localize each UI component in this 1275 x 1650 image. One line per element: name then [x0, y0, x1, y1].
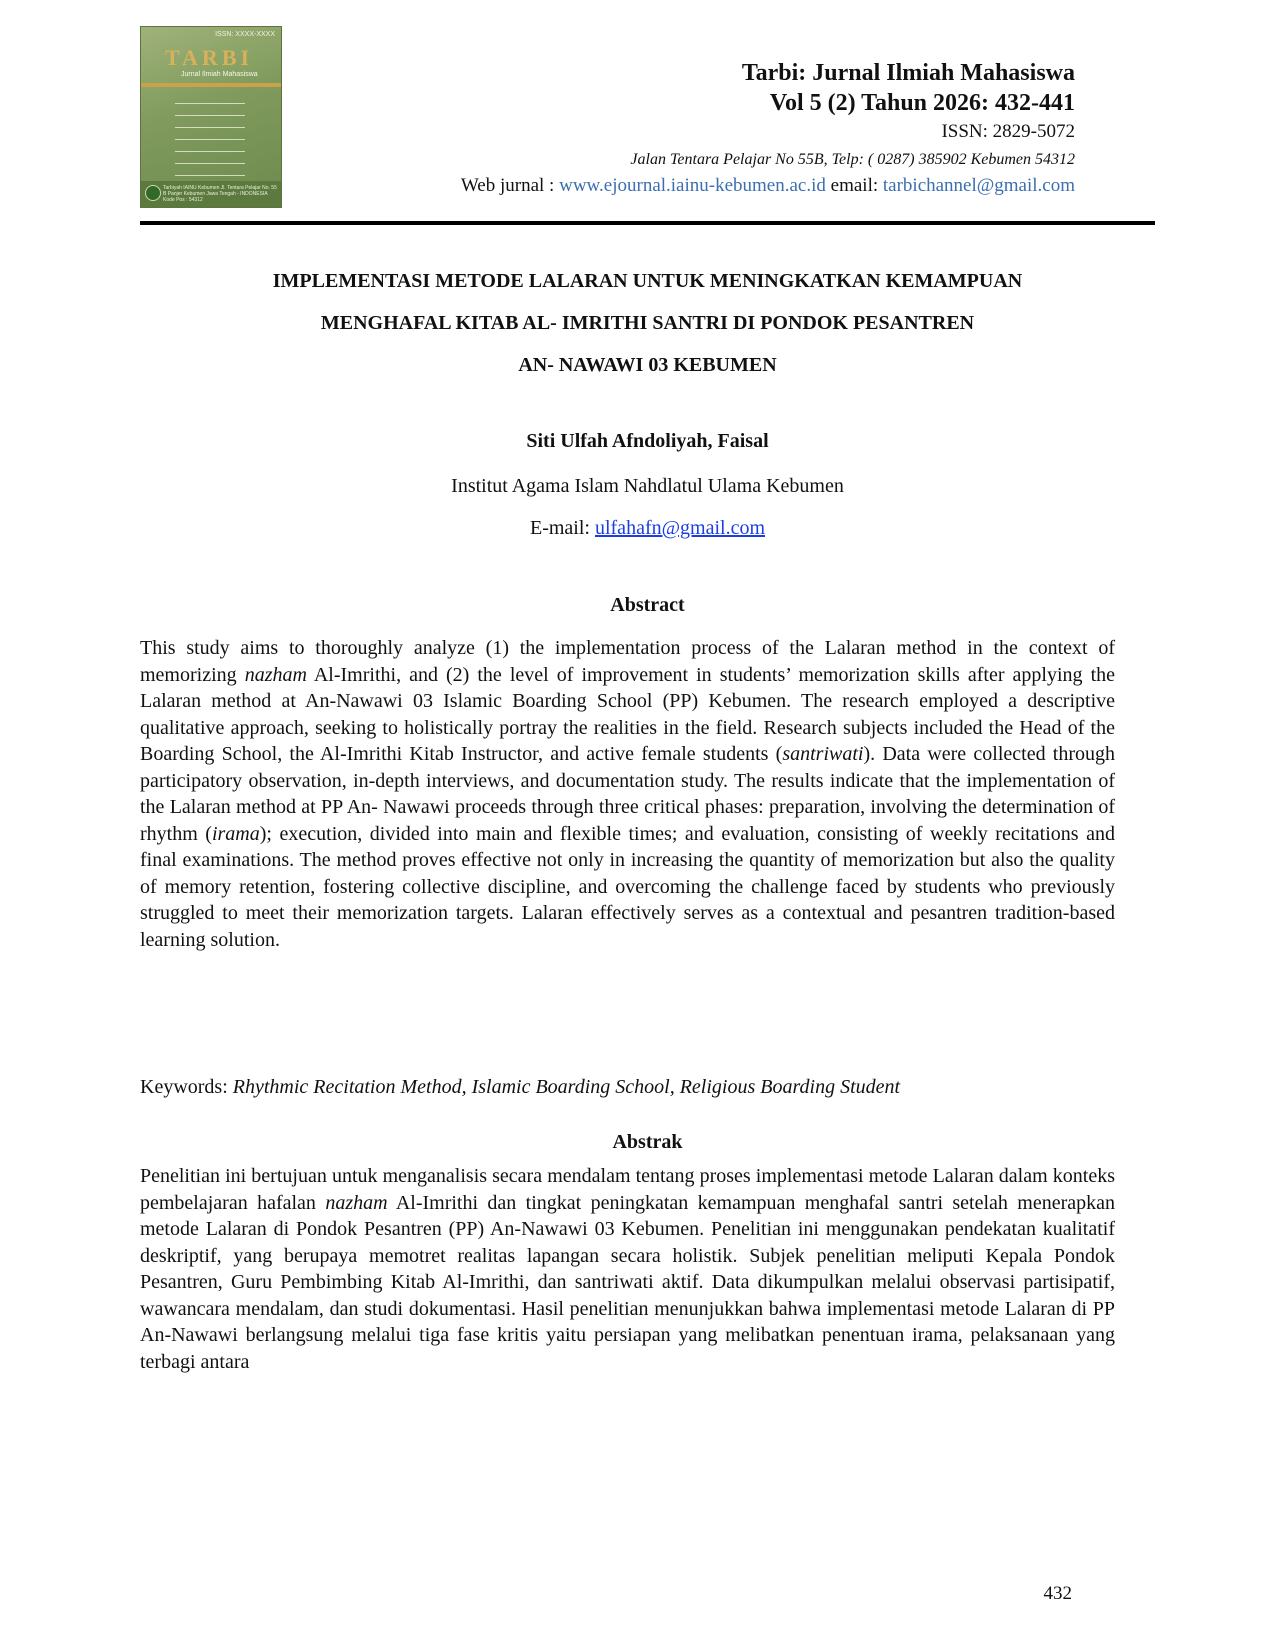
journal-volume: Vol 5 (2) Tahun 2026: 432-441: [769, 90, 1075, 116]
author-email-label: E-mail:: [529, 517, 595, 539]
journal-web-line: [461, 174, 1075, 198]
article-affiliation: Institut Agama Islam Nahdlatul Ulama Kebumen: [451, 475, 844, 497]
abstract-heading: Abstract: [610, 594, 685, 616]
abstract-keywords: [140, 1074, 1115, 1100]
journal-cover-image: [140, 26, 282, 208]
cover-subtitle: Jurnal Ilmiah Mahasiswa: [181, 71, 258, 78]
cover-seal-icon: [145, 185, 161, 201]
page-number: 432: [1043, 1583, 1072, 1604]
author-email-link[interactable]: ulfahafn@gmail.com: [594, 517, 765, 539]
journal-address: Jalan Tentara Pelajar No 55B, Telp: ( 0287) 385902 Kebumen 54312: [630, 151, 1075, 168]
web-label: Web jurnal :: [460, 175, 560, 196]
journal-title: Tarbi: Jurnal Ilmiah Mahasiswa: [741, 60, 1075, 86]
abstrak-heading: Abstrak: [612, 1131, 683, 1153]
email-label: email:: [825, 175, 883, 196]
journal-header: [461, 58, 1075, 198]
cover-issn: ISSN: XXXX-XXXX: [215, 31, 275, 38]
title-line-2: MENGHAFAL KITAB AL- IMRITHI SANTRI DI PONDOK PESANTREN: [320, 312, 975, 334]
title-line-1: IMPLEMENTASI METODE LALARAN UNTUK MENINGKATKAN KEMAMPUAN: [272, 270, 1023, 292]
abstrak-body: Penelitian ini bertujuan untuk menganalisis secara mendalam tentang proses implementasi metode Lalaran dalam konteks pembelajaran hafalan nazham Al-Imrithi dan tingkat peningkatan kemampuan menghafal santri setelah menerapkan metode Lalaran di Pondok Pesantren (PP) An-Nawawi 03 Kebumen. Penelitian ini menggunakan pendekatan kualitatif deskriptif, yang berupaya memotret realitas lapangan secara holistik. Subjek penelitian meliputi Kepala Pondok Pesantren, Guru Pembimbing Kitab Al-Imrithi, dan santriwati aktif. Data dikumpulkan melalui observasi partisipatif, wawancara mendalam, dan studi dokumentasi. Hasil penelitian menunjukkan bahwa implementasi metode Lalaran di PP An-Nawawi berlangsung melalui tiga fase kritis yaitu persiapan yang melibatkan penentuan irama, pelaksanaan yang terbagi antara: [140, 1165, 1116, 1373]
cover-footer: [141, 181, 281, 207]
article-authors: Siti Ulfah Afndoliyah, Faisal: [526, 430, 769, 452]
keywords-label: Keywords:: [140, 1076, 233, 1098]
abstract-body: This study aims to thoroughly analyze (1) the implementation process of the Lalaran method in the context of memorizing nazham Al-Imrithi, and (2) the level of improvement in students’ memorization skills after applying the Lalaran method at An-Nawawi 03 Islamic Boarding School (PP) Kebumen. The research employed a descriptive qualitative approach, seeking to holistically portray the realities in the field. Research subjects included the Head of the Boarding School, the Al-Imrithi Kitab Instructor, and active female students (santriwati). Data were collected through participatory observation, in-depth interviews, and documentation study. The results indicate that the implementation of the Lalaran method at PP An- Nawawi proceeds through three critical phases: preparation, involving the determination of rhythm (irama); execution, divided into main and flexible times; and evaluation, consisting of weekly recitations and final examinations. The method proves effective not only in increasing the quantity of memorization but also the quality of memory retention, fostering collective discipline, and overcoming the challenge faced by students who previously struggled to meet their memorization targets. Lalaran effectively serves as a contextual and pesantren tradition-based learning solution.: [140, 637, 1116, 951]
journal-web-link[interactable]: www.ejournal.iainu-kebumen.ac.id: [559, 175, 826, 196]
journal-issn: ISSN: 2829-5072: [941, 121, 1075, 142]
cover-footer-text: Tarbiyah IAINU Kebumen Jl. Tentara Pelajar No. 55 B Panjer Kebumen Jawa Tengah - INDONESIA Kode Pos : 54312: [163, 185, 277, 203]
article-title: [140, 260, 1155, 386]
header-divider: [140, 221, 1155, 225]
title-line-3: AN- NAWAWI 03 KEBUMEN: [518, 354, 777, 376]
cover-title: TARBI: [165, 45, 254, 70]
article-email-line: [140, 517, 1155, 540]
keywords-list: Rhythmic Recitation Method, Islamic Boarding School, Religious Boarding Student: [232, 1076, 901, 1098]
journal-email-link[interactable]: tarbichannel@gmail.com: [882, 175, 1075, 196]
cover-bar: [141, 83, 281, 87]
